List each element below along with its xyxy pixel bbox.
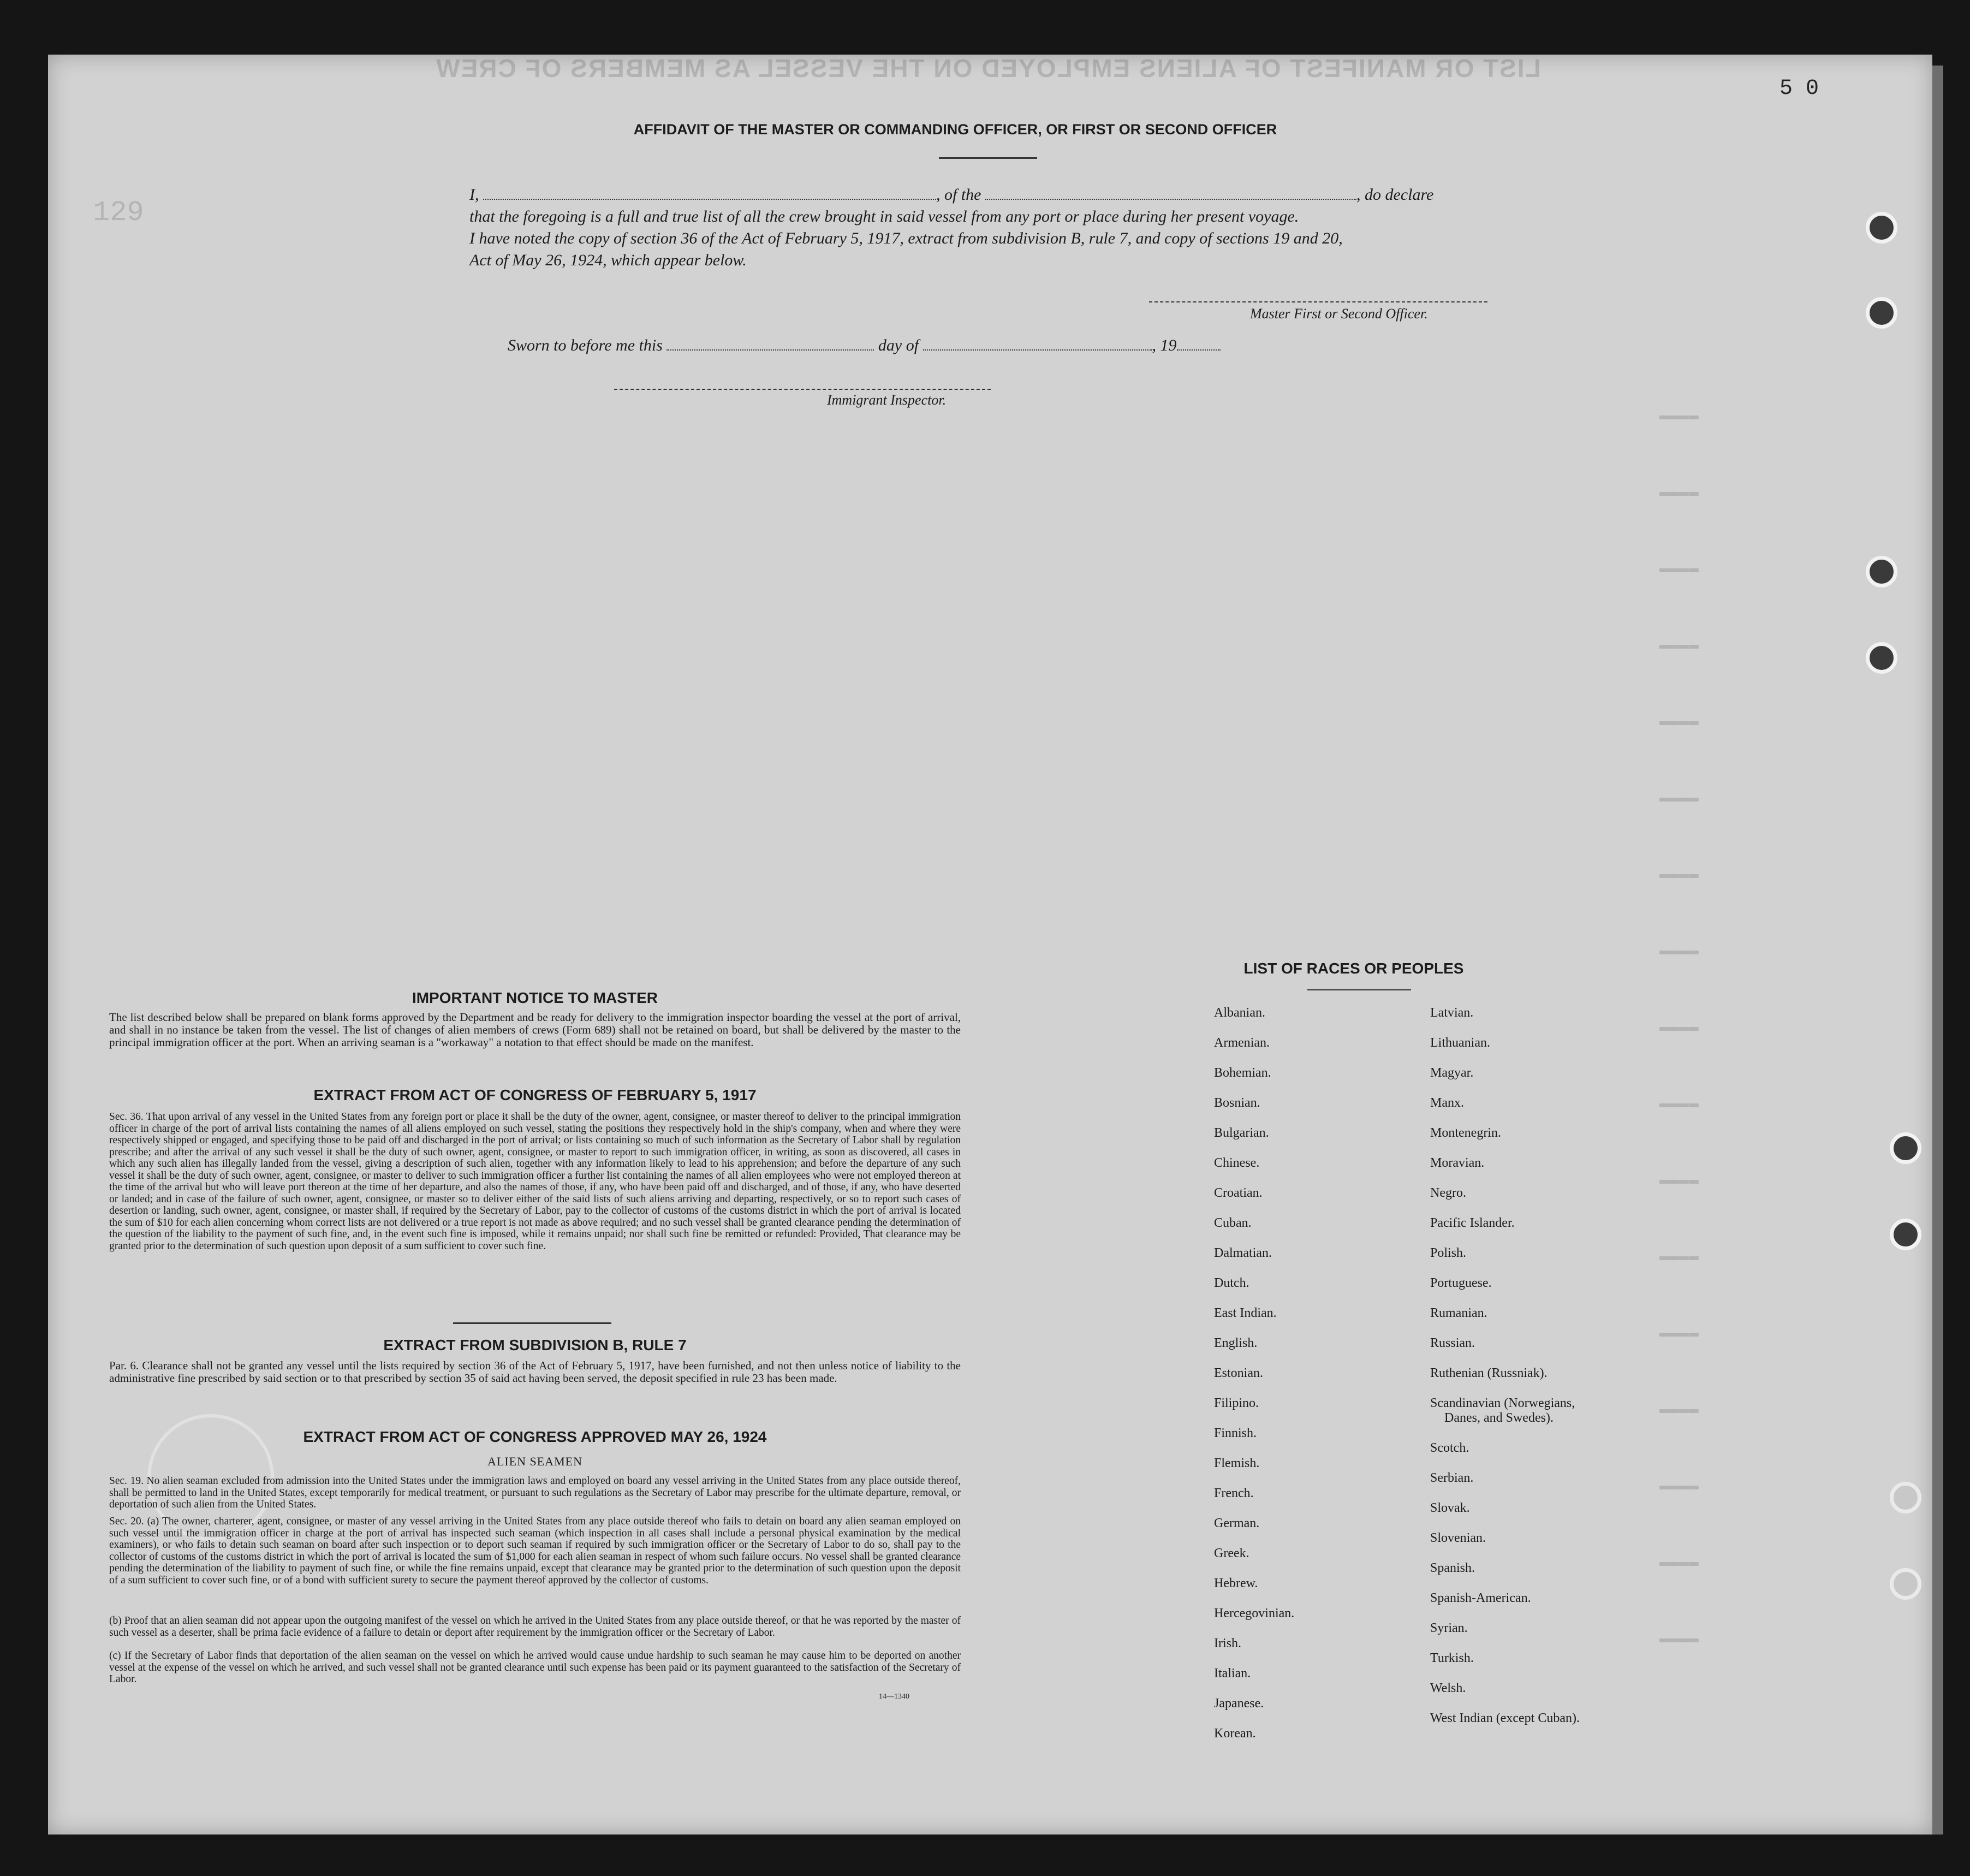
race-item: English. — [1214, 1336, 1258, 1350]
rule-7-title: EXTRACT FROM SUBDIVISION B, RULE 7 — [383, 1337, 687, 1353]
section-rule — [453, 1322, 611, 1324]
race-item: Slovak. — [1430, 1501, 1470, 1515]
of-the-label: , of the — [936, 186, 981, 204]
sworn-line — [508, 335, 1326, 356]
race-item: Ruthenian (Russniak). — [1430, 1366, 1548, 1380]
race-item: Japanese. — [1214, 1696, 1264, 1711]
race-item: French. — [1214, 1486, 1254, 1500]
race-item: Welsh. — [1430, 1681, 1466, 1695]
master-signature-line[interactable] — [1149, 301, 1487, 302]
race-item: Manx. — [1430, 1096, 1464, 1110]
race-item: West Indian (except Cuban). — [1430, 1711, 1580, 1725]
binder-hole — [1866, 297, 1897, 329]
binder-hole — [1890, 1482, 1921, 1513]
act-1917-body: Sec. 36. That upon arrival of any vessel in the United States from any foreign port or place it shall be the duty of the owner, agent, consignee, or master thereof to deliver to the principal immigration officer in charge of the port of arrival lists containing the names of all aliens employed on such vessel, stating the positions they respectively hold in the ship's company, when and where they were respectively shipped or engaged, and specifying those to be paid off and discharged in the port of arrival; or lists containing so much of such information as the Secretary of Labor shall by regulation prescribe; and after the arrival of any such vessel it shall be the duty of such owner, agent, consignee, or master to report to such immigration officer, in writing, as soon as discovered, all cases in which any such alien has illegally landed from the vessel, giving a description of such alien, together with any information likely to lead to his apprehension; and before the departure of any such vessel it shall be the duty of such owner, agent, consignee, or master to deliver to such immigration officer a further list containing the names of all alien employees who were not employed thereon at the time of the arrival but who will leave port thereon at the time of her departure, and also the names of those, if any, who have been paid off and discharged, and of those, if any, who have deserted or landed; and in case of the failure of such owner, agent, consignee, or master so to deliver either of the said lists of such aliens arriving and departing, respectively, or so to report such cases of desertion or landing, such owner, agent, consignee, or master shall, if required by the Secretary of Labor, pay to the collector of customs of the customs district in which the port of arrival is located the sum of $10 for each alien concerning whom correct lists are not delivered or a true report is not made as above required; and no such vessel shall be granted clearance pending the determination of the question of the liability to the payment of such fine, and, in the event such fine is imposed, while it remains unpaid; nor shall such fine be remitted or refunded: Provided, That clearance may be granted prior to the determination of such question upon deposit of a sum sufficient to cover such fine. — [109, 1111, 961, 1252]
race-item: Serbian. — [1430, 1471, 1474, 1485]
race-item: German. — [1214, 1516, 1260, 1530]
affidavit-line-3: I have noted the copy of section 36 of the Act of February 5, 1917, extract from subdivision B, rule 7, and copy of sections 19 and 20, — [469, 229, 1343, 247]
races-left-column — [1214, 1006, 1294, 1756]
inspector-signature-line[interactable] — [614, 389, 991, 390]
binder-hole — [1866, 642, 1897, 674]
race-item: Spanish. — [1430, 1561, 1475, 1575]
race-item: Korean. — [1214, 1726, 1256, 1741]
races-rule — [1307, 989, 1411, 990]
inspector-signature-label: Immigrant Inspector. — [827, 392, 947, 408]
race-item: Irish. — [1214, 1636, 1241, 1651]
day-of-label: day of — [878, 336, 919, 354]
race-item: Hercegovinian. — [1214, 1606, 1295, 1620]
race-item: Chinese. — [1214, 1156, 1260, 1170]
race-item: Polish. — [1430, 1246, 1467, 1260]
race-item: Scotch. — [1430, 1441, 1469, 1455]
race-item: Bulgarian. — [1214, 1126, 1269, 1140]
notice-body: The list described below shall be prepared on blank forms approved by the Department and be ready for delivery to the immigration inspector boarding the vessel at the port of arrival, and shall in no instance be taken from the vessel. The list of changes of alien members of crews (Form 689) shall not be retained on board, but shall be delivered by the master to the principal immigration officer at the port. When an arriving seaman is a "workaway" a notation to that effect should be made on the manifest. — [109, 1011, 961, 1049]
race-item: Rumanian. — [1430, 1306, 1487, 1320]
year-label: , 19 — [1152, 336, 1177, 354]
race-item: Greek. — [1214, 1546, 1249, 1560]
races-title: LIST OF RACES OR PEOPLES — [1243, 960, 1464, 977]
act-1924-sec-20c: (c) If the Secretary of Labor finds that deportation of the alien seaman on the vessel on which he arrived would cause undue hardship to such seaman he may cause him to be deported on another vessel at the expense of the vessel on which he arrived, and such vessel shall not be granted clearance until such expense has been paid or its payment guaranteed to the satisfaction of the Secretary of Labor. — [109, 1650, 961, 1685]
notice-title: IMPORTANT NOTICE TO MASTER — [412, 989, 658, 1006]
affidavit-i-label: I, — [469, 186, 479, 204]
races-right-column — [1430, 1006, 1580, 1741]
race-item: Spanish-American. — [1430, 1591, 1531, 1605]
corner-mark: 5 0 — [1779, 76, 1819, 101]
race-item: Moravian. — [1430, 1156, 1485, 1170]
title-rule — [939, 157, 1037, 159]
vessel-blank[interactable] — [985, 187, 1356, 200]
race-item: Turkish. — [1430, 1651, 1474, 1665]
race-item: Bosnian. — [1214, 1096, 1260, 1110]
affidavit-title: AFFIDAVIT OF THE MASTER OR COMMANDING OFFICER, OR FIRST OR SECOND OFFICER — [633, 121, 1277, 138]
do-declare-label: , do declare — [1356, 186, 1434, 204]
master-signature-label: Master First or Second Officer. — [1250, 306, 1428, 322]
race-item: Scandinavian (Norwegians, — [1430, 1396, 1575, 1410]
race-item: Bohemian. — [1214, 1066, 1271, 1080]
act-1917-title: EXTRACT FROM ACT OF CONGRESS OF FEBRUARY 5, 1917 — [313, 1087, 757, 1103]
binder-hole — [1890, 1219, 1921, 1250]
act-1924-title: EXTRACT FROM ACT OF CONGRESS APPROVED MAY 26, 1924 — [303, 1428, 767, 1445]
bleed-through-page-number: 129 — [93, 197, 144, 229]
act-1924-sec-20a: Sec. 20. (a) The owner, charterer, agent, consignee, or master of any vessel arriving in the United States from any place outside thereof who fails to detain on board any alien seaman employed on such vessel until the immigration officer in charge at the port of arrival has inspected such seaman (which inspection in all cases shall include a personal physical examination by the medical examiners), or who fails to detain such seaman on board after such inspection or to deport such seaman if required by such immigration officer or the Secretary of Labor to do so, shall pay to the collector of customs of the customs district in which the port of arrival is located the sum of $1,000 for each alien seaman in respect of whom such failure occurs. No vessel shall be granted clearance pending the determination of the liability to payment of such fine, or while the fine remains unpaid, except that clearance may be granted prior to the determination of such question upon the deposit of a sum sufficient to cover such fine, or of a bond with sufficient surety to secure the payment thereof approved by the collector of customs. — [109, 1516, 961, 1586]
sworn-date-blank[interactable] — [666, 337, 874, 351]
race-item: Dutch. — [1214, 1276, 1249, 1290]
race-item: Cuban. — [1214, 1216, 1252, 1230]
race-item: Latvian. — [1430, 1006, 1474, 1020]
affidavit-line-2: that the foregoing is a full and true list of all the crew brought in said vessel from any port or place during her present voyage. — [469, 207, 1299, 225]
race-item: Slovenian. — [1430, 1531, 1486, 1545]
sworn-label: Sworn to before me this — [508, 336, 663, 354]
act-1924-sec-20b: (b) Proof that an alien seaman did not appear upon the outgoing manifest of the vessel on which he arrived in the United States from any place outside thereof, or that he was reported by the master of such vessel as a deserter, shall be prima facie evidence of a failure to detain or deport after requirement by the immigration officer or the Secretary of Labor. — [109, 1615, 961, 1638]
race-item: Russian. — [1430, 1336, 1475, 1350]
race-item: Finnish. — [1214, 1426, 1257, 1440]
binder-hole — [1890, 1132, 1921, 1164]
binder-hole — [1866, 556, 1897, 587]
race-item: Syrian. — [1430, 1621, 1468, 1635]
race-item-continued: Danes, and Swedes). — [1444, 1411, 1554, 1425]
sworn-year-blank[interactable] — [1177, 337, 1221, 351]
rule-7-body: Par. 6. Clearance shall not be granted any vessel until the lists required by section 36 of the Act of February 5, 1917, have been furnished, and not then unless notice of liability to the administrative fine prescribed by said section or to that prescribed by section 35 of said act having been served, the deposit specified in rule 23 has been made. — [109, 1359, 961, 1385]
affidavit-line-4: Act of May 26, 1924, which appear below. — [469, 251, 747, 269]
race-item: Portuguese. — [1430, 1276, 1492, 1290]
race-item: Estonian. — [1214, 1366, 1263, 1380]
race-item: Croatian. — [1214, 1186, 1263, 1200]
race-item: Dalmatian. — [1214, 1246, 1272, 1260]
race-item: Albanian. — [1214, 1006, 1265, 1020]
bleed-through-title: LIST OR MANIFEST OF ALIENS EMPLOYED ON THE VESSEL AS MEMBERS OF CREW — [435, 54, 1541, 82]
race-item: Montenegrin. — [1430, 1126, 1501, 1140]
binder-hole — [1890, 1568, 1921, 1600]
form-code: 14—1340 — [879, 1693, 909, 1701]
race-item: Filipino. — [1214, 1396, 1259, 1410]
act-1924-sec-19: Sec. 19. No alien seaman excluded from admission into the United States under the immigration laws and employed on board any vessel arriving in the United States from any place outside thereof, shall be permitted to land in the United States, except temporarily for medical treatment, or pursuant to such regulations as the Secretary of Labor may prescribe for the ultimate departure, removal, or deportation of such alien from the United States. — [109, 1475, 961, 1510]
race-item: Pacific Islander. — [1430, 1216, 1515, 1230]
race-item: Italian. — [1214, 1666, 1251, 1681]
race-item: East Indian. — [1214, 1306, 1277, 1320]
name-blank[interactable] — [483, 187, 936, 200]
race-item: Flemish. — [1214, 1456, 1260, 1470]
race-item: Armenian. — [1214, 1036, 1270, 1050]
binder-hole — [1866, 212, 1897, 244]
race-item: Hebrew. — [1214, 1576, 1258, 1590]
race-item: Magyar. — [1430, 1066, 1474, 1080]
race-item: Lithuanian. — [1430, 1036, 1490, 1050]
act-1924-subtitle: ALIEN SEAMEN — [487, 1455, 582, 1468]
affidavit-line-1 — [469, 185, 1517, 205]
sworn-month-blank[interactable] — [923, 337, 1152, 351]
race-item: Negro. — [1430, 1186, 1466, 1200]
